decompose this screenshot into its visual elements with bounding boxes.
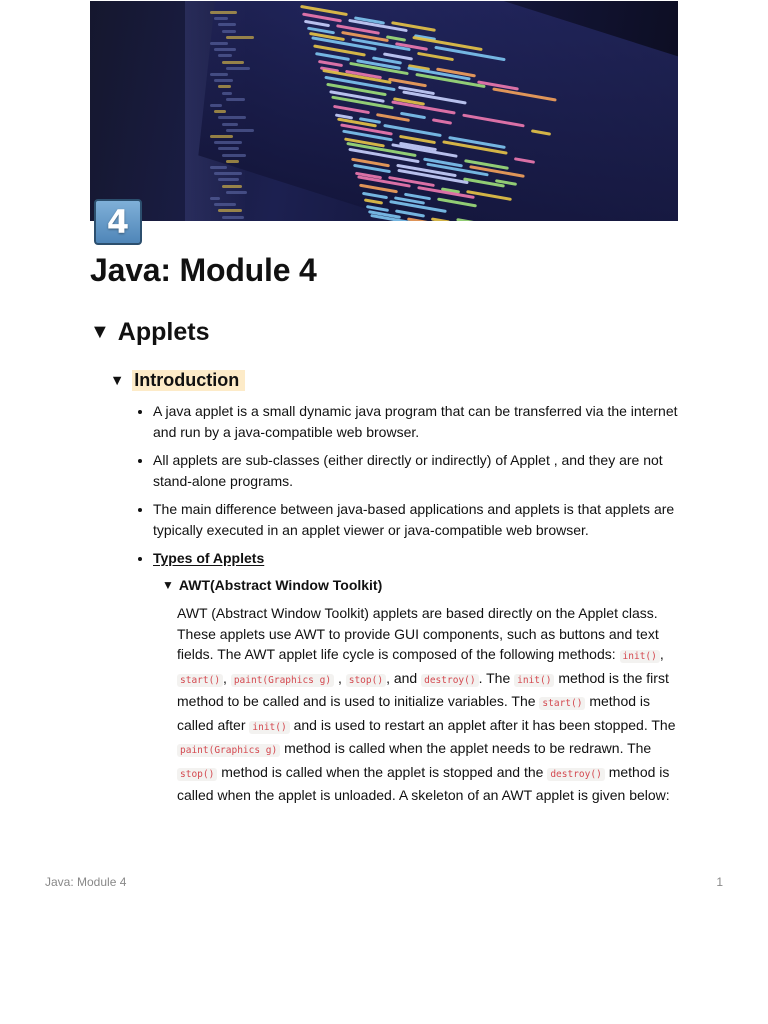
- inline-code: destroy(): [421, 674, 478, 687]
- subsection-heading-introduction[interactable]: [110, 370, 245, 391]
- toggle-triangle-icon[interactable]: ▼: [162, 578, 174, 592]
- text-run: , and: [386, 669, 422, 686]
- gutter-line-decoration: [214, 203, 236, 206]
- gutter-line-decoration: [222, 123, 238, 126]
- inline-code: init(): [620, 650, 660, 663]
- list-item: • The main difference between java-based applications and applets is that applets are typically executed in an applet viewer or java-compatible web browser.: [153, 499, 701, 540]
- gutter-line-decoration: [218, 85, 231, 88]
- inline-code: paint(Graphics g): [177, 744, 280, 757]
- gutter-line-decoration: [214, 17, 228, 20]
- gutter-line-decoration: [222, 185, 242, 188]
- subsection-heading-text: Introduction: [132, 370, 245, 391]
- gutter-line-decoration: [222, 92, 232, 95]
- footer-page-number: 1: [716, 875, 723, 889]
- gutter-line-decoration: [210, 166, 227, 169]
- gutter-line-decoration: [226, 67, 250, 70]
- inline-code: destroy(): [547, 768, 604, 781]
- gutter-line-decoration: [218, 147, 239, 150]
- inline-code: paint(Graphics g): [231, 674, 334, 687]
- text-run: method is the first method to be called and is used to initialize variables. The: [177, 669, 669, 709]
- inline-code: start(): [539, 697, 585, 710]
- awt-paragraph: [177, 603, 679, 806]
- list-item: • A java applet is a small dynamic java program that can be transferred via the internet and run by a java-compatible web browser.: [153, 401, 701, 442]
- gutter-line-decoration: [218, 54, 232, 57]
- gutter-line-decoration: [226, 98, 245, 101]
- list-item-types: [153, 548, 701, 569]
- text-run: and is used to restart an applet after it has been stopped. The: [289, 716, 676, 733]
- inline-code: init(): [514, 674, 554, 687]
- section-heading-applets[interactable]: [90, 318, 209, 347]
- gutter-line-decoration: [218, 116, 246, 119]
- text-run: method is called after: [177, 693, 651, 733]
- gutter-line-decoration: [210, 73, 228, 76]
- gutter-line-decoration: [214, 110, 226, 113]
- intro-bullet-list: [131, 401, 701, 577]
- gutter-line-decoration: [226, 160, 239, 163]
- awt-toggle-heading[interactable]: [162, 577, 382, 593]
- text-run: ,: [659, 646, 664, 662]
- text-run: ,: [223, 669, 231, 686]
- gutter-line-decoration: [210, 11, 237, 14]
- inline-code: init(): [249, 721, 289, 734]
- gutter-line-decoration: [222, 61, 244, 64]
- gutter-line-decoration: [214, 48, 236, 51]
- text-run: method is called when the applet needs to be redrawn. The: [280, 740, 652, 756]
- inline-code: stop(): [177, 768, 217, 781]
- gutter-line-decoration: [226, 36, 254, 39]
- gutter-line-decoration: [218, 23, 236, 26]
- inline-code: start(): [177, 674, 223, 687]
- gutter-line-decoration: [210, 104, 222, 107]
- gutter-line-decoration: [214, 172, 242, 175]
- toggle-triangle-icon[interactable]: ▼: [90, 321, 110, 343]
- list-item: • All applets are sub-classes (either directly or indirectly) of Applet , and they are not stand-alone programs.: [153, 450, 701, 491]
- gutter-line-decoration: [214, 141, 242, 144]
- gutter-line-decoration: [214, 79, 233, 82]
- types-of-applets-label: Types of Applets: [153, 550, 265, 566]
- gutter-line-decoration: [218, 178, 239, 181]
- toggle-triangle-icon[interactable]: ▼: [110, 372, 125, 389]
- gutter-line-decoration: [222, 30, 236, 33]
- gutter-line-decoration: [210, 197, 220, 200]
- cover-image: [90, 1, 678, 221]
- text-run: . The: [478, 669, 515, 686]
- text-run: method is called when the applet is unloaded. A skeleton of an AWT applet is given below:: [177, 763, 670, 803]
- text-run: method is called when the applet is stopped and the: [217, 763, 548, 780]
- inline-code: stop(): [346, 674, 386, 687]
- gutter-line-decoration: [226, 191, 247, 194]
- gutter-line-decoration: [210, 42, 228, 45]
- footer-title: Java: Module 4: [45, 875, 127, 889]
- gutter-line-decoration: [218, 209, 242, 212]
- gutter-line-decoration: [222, 154, 246, 157]
- gutter-line-decoration: [222, 216, 244, 219]
- awt-heading-text: AWT(Abstract Window Toolkit): [178, 577, 383, 593]
- text-run: ,: [334, 669, 346, 686]
- keycap-4-icon: 4: [94, 199, 142, 245]
- text-run: AWT (Abstract Window Toolkit) applets are based directly on the Applet class. These applets use AWT to provide GUI components, such as buttons and text fields. The AWT applet life cycle is composed of the following methods:: [177, 605, 659, 662]
- gutter-line-decoration: [210, 135, 233, 138]
- gutter-line-decoration: [226, 129, 254, 132]
- page-title: Java: Module 4: [90, 252, 317, 288]
- section-heading-text: Applets: [117, 318, 210, 346]
